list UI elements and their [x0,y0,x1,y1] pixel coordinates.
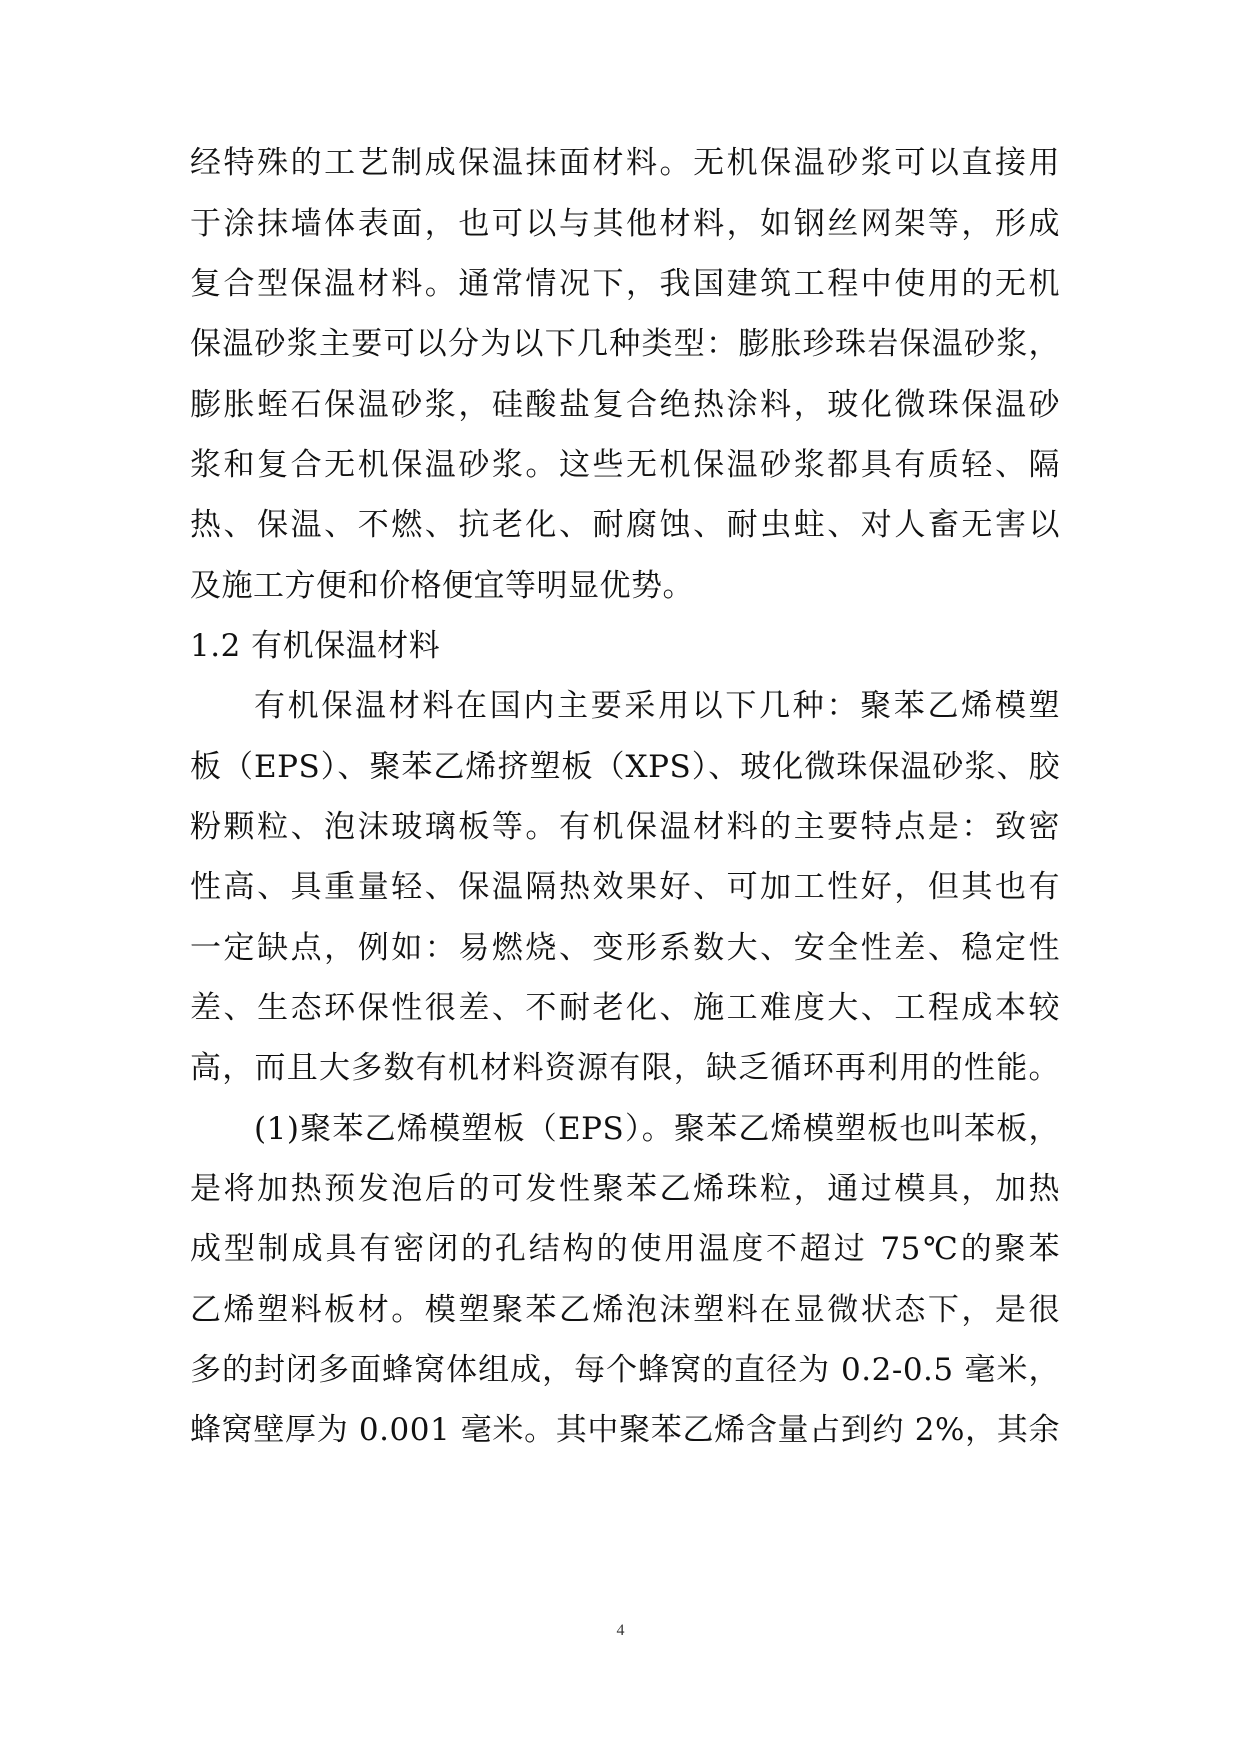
text-line: 高，而且大多数有机材料资源有限，缺乏循环再利用的性能。 [190,1050,1060,1086]
text-line: 粉颗粒、泡沫玻璃板等。有机保温材料的主要特点是：致密 [190,809,1060,845]
text-line: 于涂抹墙体表面，也可以与其他材料，如钢丝网架等，形成 [190,206,1060,242]
text-line: 板（EPS）、聚苯乙烯挤塑板（XPS）、玻化微珠保温砂浆、胶 [190,749,1060,785]
page-number: 4 [616,1622,625,1639]
text-line: 热、保温、不燃、抗老化、耐腐蚀、耐虫蛀、对人畜无害以 [190,507,1060,543]
text-line: 多的封闭多面蜂窝体组成，每个蜂窝的直径为 0.2-0.5 毫米， [190,1352,1060,1388]
text-line: 有机保温材料在国内主要采用以下几种：聚苯乙烯模塑 [254,688,1060,724]
text-line: 一定缺点，例如：易燃烧、变形系数大、安全性差、稳定性 [190,930,1060,966]
text-line: 性高、具重量轻、保温隔热效果好、可加工性好，但其也有 [190,869,1060,905]
text-line: 膨胀蛭石保温砂浆，硅酸盐复合绝热涂料，玻化微珠保温砂 [190,387,1060,423]
text-line: 成型制成具有密闭的孔结构的使用温度不超过 75℃的聚苯 [190,1231,1060,1267]
section-heading: 1.2 有机保温材料 [190,628,441,664]
text-line: (1)聚苯乙烯模塑板（EPS）。聚苯乙烯模塑板也叫苯板， [254,1111,1060,1147]
text-line: 经特殊的工艺制成保温抹面材料。无机保温砂浆可以直接用 [190,145,1060,181]
text-line: 及施工方便和价格便宜等明显优势。 [190,568,694,604]
text-line: 复合型保温材料。通常情况下，我国建筑工程中使用的无机 [190,266,1060,302]
text-line: 乙烯塑料板材。模塑聚苯乙烯泡沫塑料在显微状态下，是很 [190,1292,1060,1328]
text-line: 差、生态环保性很差、不耐老化、施工难度大、工程成本较 [190,990,1060,1026]
text-line: 保温砂浆主要可以分为以下几种类型：膨胀珍珠岩保温砂浆， [190,326,1060,362]
text-line: 蜂窝壁厚为 0.001 毫米。其中聚苯乙烯含量占到约 2%，其余 [190,1412,1060,1448]
text-line: 浆和复合无机保温砂浆。这些无机保温砂浆都具有质轻、隔 [190,447,1060,483]
text-line: 是将加热预发泡后的可发性聚苯乙烯珠粒，通过模具，加热 [190,1171,1060,1207]
